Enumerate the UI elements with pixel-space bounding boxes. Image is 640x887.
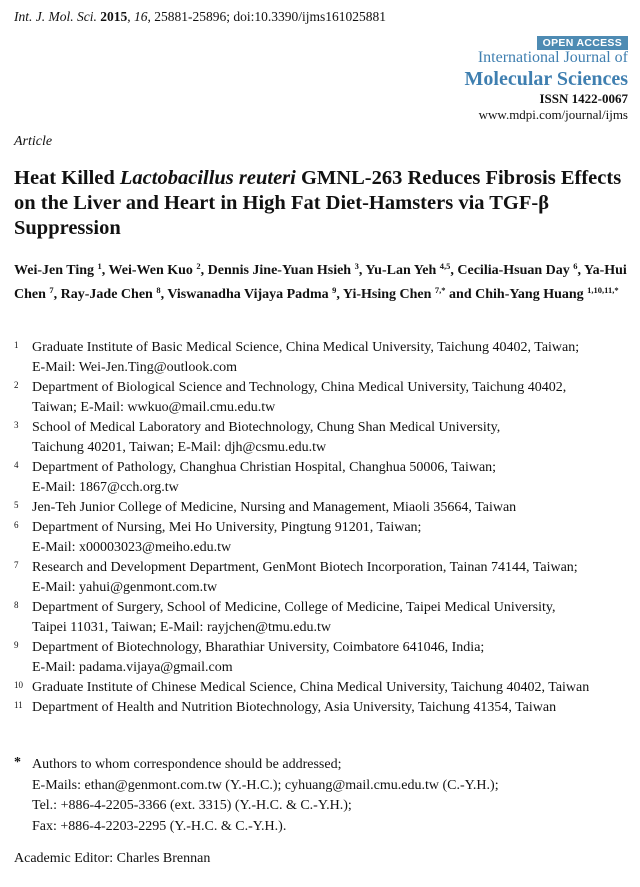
- author-separator: and: [445, 287, 476, 302]
- affiliation-number: 4: [14, 460, 19, 470]
- affiliation-line: E-Mail: yahui@genmont.com.tw: [32, 580, 218, 595]
- affiliation-number: 11: [14, 700, 23, 710]
- affiliation-line: Department of Health and Nutrition Biotechnology, Asia University, Taichung 41354, Taiwan: [32, 700, 557, 715]
- author-separator: ,: [53, 287, 61, 302]
- affiliation-item: [14, 418, 634, 458]
- affiliation-item: [14, 638, 634, 678]
- title-species: Lactobacillus reuteri: [119, 167, 296, 189]
- author-name: Yu-Lan Yeh: [365, 263, 437, 278]
- correspondence-block: [14, 755, 640, 837]
- affiliation-number: 1: [14, 340, 19, 350]
- author-name: Chih-Yang Huang: [475, 287, 584, 302]
- affiliation-number: 6: [14, 520, 19, 530]
- journal-brand: [465, 48, 628, 123]
- author-affiliation-sup: 1: [97, 261, 102, 271]
- affiliation-line: Department of Surgery, School of Medicine, College of Medicine, Taipei Medical University,: [32, 600, 556, 615]
- affiliation-number: 8: [14, 600, 19, 610]
- affiliation-item: [14, 678, 634, 698]
- affiliation-item: [14, 338, 634, 378]
- journal-volume: 16: [133, 9, 148, 24]
- affiliation-item: [14, 598, 634, 638]
- affiliation-number: 3: [14, 420, 19, 430]
- author-affiliation-sup: 9: [332, 285, 337, 295]
- correspondence-mark: *: [14, 755, 21, 770]
- correspondence-tel: Tel.: +886-4-2205-3366 (ext. 3315) (Y.-H.C. & C.-Y.H.);: [32, 798, 352, 813]
- author-name: Viswanadha Vijaya Padma: [167, 287, 329, 302]
- author-affiliation-sup: 7: [49, 285, 54, 295]
- affiliation-line: Research and Development Department, GenMont Biotech Incorporation, Tainan 74144, Taiwan;: [32, 560, 578, 575]
- correspondence-emails: E-Mails: ethan@genmont.com.tw (Y.-H.C.); cyhuang@mail.cmu.edu.tw (C.-Y.H.);: [32, 777, 499, 793]
- affiliation-number: 9: [14, 640, 19, 650]
- open-access-badge: OPEN ACCESS: [537, 36, 628, 50]
- affiliation-item: [14, 458, 634, 498]
- affiliation-line: Department of Biological Science and Technology, China Medical University, Taichung 40402,: [32, 380, 567, 395]
- affiliation-line: E-Mail: 1867@cch.org.tw: [32, 480, 179, 495]
- author-separator: ,: [160, 287, 168, 302]
- issn: ISSN 1422-0067: [539, 91, 628, 106]
- author-affiliation-sup: 8: [156, 285, 161, 295]
- title-part2: GMNL-263 Reduces Fibrosis Effects on the Liver and Heart in High Fat Diet-Hamsters via TGF-β Suppression: [14, 167, 622, 239]
- journal-year: 2015: [100, 9, 128, 24]
- journal-name-line1: International Journal of: [477, 49, 628, 66]
- author-name: Cecilia-Hsuan Day: [457, 263, 570, 278]
- author-separator: ,: [101, 263, 109, 278]
- author-separator: ,: [358, 263, 366, 278]
- affiliation-line: Department of Pathology, Changhua Christian Hospital, Changhua 50006, Taiwan;: [32, 460, 497, 475]
- affiliation-line: E-Mail: x00003023@meiho.edu.tw: [32, 540, 232, 555]
- author-separator: ,: [200, 263, 208, 278]
- affiliation-line: Taiwan; E-Mail: wwkuo@mail.cmu.edu.tw: [32, 400, 276, 415]
- author-separator: ,: [336, 287, 343, 302]
- citation-rest: , 25881-25896; doi:10.3390/ijms161025881: [147, 9, 386, 24]
- affiliation-line: Department of Biotechnology, Bharathiar University, Coimbatore 641046, India;: [32, 640, 485, 655]
- author-affiliation-sup: 6: [573, 261, 578, 271]
- affiliation-line: Graduate Institute of Basic Medical Science, China Medical University, Taichung 40402, Taiwan;: [32, 340, 580, 355]
- author-affiliation-sup: 1,10,11,*: [587, 285, 619, 295]
- correspondence-line: Authors to whom correspondence should be addressed;: [32, 757, 342, 772]
- author-affiliation-sup: 4,5: [439, 261, 451, 271]
- affiliation-number: 2: [14, 380, 19, 390]
- author-name: Ray-Jade Chen: [60, 287, 153, 302]
- affiliation-line: E-Mail: padama.vijaya@gmail.com: [32, 660, 233, 675]
- affiliation-list: [14, 338, 634, 718]
- author-name: Wei-Wen Kuo: [108, 263, 193, 278]
- author-affiliation-sup: 7,*: [434, 285, 446, 295]
- author-name: Ya-Hui Chen: [14, 263, 627, 302]
- affiliation-line: Taipei 11031, Taiwan; E-Mail: rayjchen@tmu.edu.tw: [32, 620, 332, 635]
- affiliation-line: Department of Nursing, Mei Ho University, Pingtung 91201, Taiwan;: [32, 520, 422, 535]
- author-affiliation-sup: 2: [196, 261, 201, 271]
- author-separator: ,: [450, 263, 458, 278]
- affiliation-number: 10: [14, 680, 23, 690]
- title-part1: Heat Killed: [14, 167, 120, 189]
- affiliation-item: [14, 558, 634, 598]
- affiliation-number: 7: [14, 560, 19, 570]
- affiliation-line: School of Medical Laboratory and Biotechnology, Chung Shan Medical University,: [32, 420, 501, 435]
- affiliation-item: [14, 378, 634, 418]
- affiliation-line: Graduate Institute of Chinese Medical Science, China Medical University, Taichung 40402, Taiwan: [32, 680, 590, 695]
- author-name: Yi-Hsing Chen: [342, 287, 432, 302]
- academic-editor: Academic Editor: Charles Brennan: [14, 851, 211, 866]
- author-name: Wei-Jen Ting: [14, 263, 95, 278]
- article-type: Article: [14, 134, 53, 149]
- journal-citation: Int. J. Mol. Sci. 2015, 16, 25881-25896; doi:10.3390/ijms161025881: [14, 9, 386, 24]
- author-name: Dennis Jine-Yuan Hsieh: [207, 263, 352, 278]
- author-separator: ,: [577, 263, 585, 278]
- affiliation-line: E-Mail: Wei-Jen.Ting@outlook.com: [32, 360, 238, 375]
- correspondence-fax: Fax: +886-4-2203-2295 (Y.-H.C. & C.-Y.H.).: [32, 818, 287, 834]
- author-affiliation-sup: 3: [354, 261, 359, 271]
- affiliation-item: [14, 518, 634, 558]
- author-list: [14, 259, 629, 307]
- affiliation-item: [14, 498, 634, 518]
- affiliation-line: Jen-Teh Junior College of Medicine, Nursing and Management, Miaoli 35664, Taiwan: [32, 500, 517, 515]
- journal-name-line2: Molecular Sciences: [464, 68, 628, 90]
- affiliation-item: [14, 698, 634, 718]
- article-title: [14, 166, 624, 241]
- journal-url[interactable]: www.mdpi.com/journal/ijms: [478, 107, 628, 122]
- affiliation-number: 5: [14, 500, 19, 510]
- affiliation-line: Taichung 40201, Taiwan; E-Mail: djh@csmu.edu.tw: [32, 440, 327, 455]
- journal-abbrev: Int. J. Mol. Sci.: [14, 9, 97, 24]
